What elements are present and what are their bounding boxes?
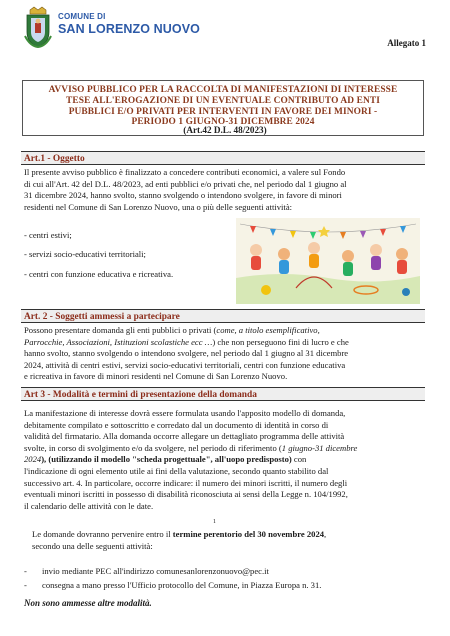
closing-note: Non sono ammesse altre modalità. bbox=[24, 598, 152, 608]
text-line: il calendario delle attività con le date. bbox=[24, 500, 154, 511]
list-item-hand-delivery: consegna a mano presso l'Ufficio protocollo del Comune, in Piazza Europa n. 31. bbox=[42, 580, 322, 590]
list-item: - centri estivi; bbox=[24, 230, 72, 240]
list-item: - bbox=[24, 566, 27, 576]
title-reference: (Art.42 D.L. 48/2023) bbox=[183, 125, 267, 135]
art1-paragraph bbox=[24, 167, 424, 213]
text-line bbox=[24, 443, 424, 455]
italic-span: come, a titolo esemplificativo, bbox=[216, 325, 320, 335]
italic-span: Parrocchie, Associazioni, Istituzioni scolastiche ecc … bbox=[24, 336, 213, 347]
list-item-pec: invio mediante PEC all'indirizzo comunesanlorenzonuovo@pec.it bbox=[42, 566, 269, 576]
title-line: PERIODO 1 GIUGNO-31 DICEMBRE 2024 bbox=[131, 117, 315, 128]
bold-span: termine perentorio del 30 novembre 2024 bbox=[172, 529, 325, 539]
text-line: 2024, attività di centri estivi, servizi socio-educativi territoriali, centri con funzione educativa bbox=[24, 359, 346, 370]
page-number: 1 bbox=[213, 519, 216, 525]
section-heading-art2: Art. 2 - Soggetti ammessi a partecipare bbox=[21, 309, 425, 323]
text-span: , bbox=[324, 529, 327, 539]
text-line: 31 dicembre 2024, hanno svolto, stanno svolgendo o intendono svolgere, in favore di minori bbox=[24, 190, 342, 201]
title-line: AVVISO PUBBLICO PER LA RACCOLTA DI MANIFESTAZIONI DI INTERESSE bbox=[48, 85, 398, 95]
text-span: svolte, in corso di svolgimento e/o da svolgere, nel periodo di riferimento ( bbox=[24, 442, 282, 453]
comune-name: SAN LORENZO NUOVO bbox=[58, 22, 200, 36]
bold-span: ), (utilizzando il modello "scheda progettuale", all'uopo predisposto) bbox=[41, 454, 292, 465]
list-item: - centri con funzione educativa e ricreativa. bbox=[24, 269, 174, 279]
list-item: - bbox=[24, 580, 27, 590]
section-heading-art3: Art 3 - Modalità e termini di presentazione della domanda bbox=[21, 387, 425, 401]
text-line bbox=[24, 337, 424, 349]
text-line: l'indicazione di ogni elemento utile ai fini della valutazione, secondo quanto stabilito dal bbox=[24, 465, 329, 476]
text-line bbox=[24, 454, 424, 466]
children-playing-illustration bbox=[236, 218, 420, 304]
text-line: Il presente avviso pubblico è finalizzato a concedere contributi economici, a valere sul Fondo bbox=[24, 167, 346, 177]
text-line: hanno svolto, stanno svolgendo o intendono svolgere, nel periodo dal 1 giugno al 31 dicembre bbox=[24, 348, 349, 359]
text-line: debitamente compilato e sottoscritto e corredato dal un documento di identità in corso di bbox=[24, 419, 329, 430]
text-line: successivo art. 4. In particolare, occorre indicare: il numero dei minori iscritti, il numero degli bbox=[24, 477, 348, 488]
italic-span: 2024 bbox=[24, 454, 42, 465]
title-line: PUBBLICI E/O PRIVATI PER INTERVENTI IN FAVORE DEI MINORI - bbox=[68, 106, 378, 117]
art2-paragraph bbox=[24, 325, 424, 383]
text-span: ) che non perseguono fini di lucro e che bbox=[212, 336, 349, 347]
text-span: Possono presentare domanda gli enti pubblici o privati ( bbox=[24, 325, 217, 335]
italic-span: 1 giugno-31 dicembre bbox=[281, 442, 358, 453]
allegato-label: Allegato 1 bbox=[387, 38, 426, 48]
text-line bbox=[24, 325, 424, 337]
text-line: e ricreativa in favore di minori residenti nel Comune di San Lorenzo Nuovo. bbox=[24, 371, 288, 382]
text-line: residenti nel Comune di San Lorenzo Nuovo, una o più delle seguenti attività: bbox=[24, 201, 293, 212]
deadline-paragraph bbox=[32, 529, 424, 552]
list-item: - servizi socio-educativi territoriali; bbox=[24, 249, 146, 259]
text-line: validità del firmatario. Alla domanda occorre allegare un dettagliato programma delle attività bbox=[24, 431, 345, 442]
text-line: di cui all'Art. 42 del D.L. 48/2023, ad enti pubblici e/o privati che, nel periodo dal 1 giugno al bbox=[24, 178, 347, 189]
title-line: TESE ALL'EROGAZIONE DI UN EVENTUALE CONTRIBUTO AD ENTI bbox=[66, 95, 380, 106]
municipal-crest-icon bbox=[22, 6, 54, 48]
text-line: secondo una delle seguenti attività: bbox=[32, 540, 153, 551]
text-span: Le domande dovranno pervenire entro il bbox=[32, 529, 173, 539]
art3-paragraph bbox=[24, 408, 424, 512]
text-line: La manifestazione di interesse dovrà essere formulata usando l'apposito modello di domanda, bbox=[24, 408, 346, 418]
text-line bbox=[32, 529, 424, 541]
section-heading-art1: Art.1 - Oggetto bbox=[21, 151, 425, 165]
comune-label: COMUNE DI bbox=[58, 12, 106, 21]
text-span: con bbox=[291, 454, 307, 465]
text-line: eventuali minori iscritti in possesso di disabilità riconosciuta ai sensi della Legge n. 104/1992, bbox=[24, 489, 348, 500]
